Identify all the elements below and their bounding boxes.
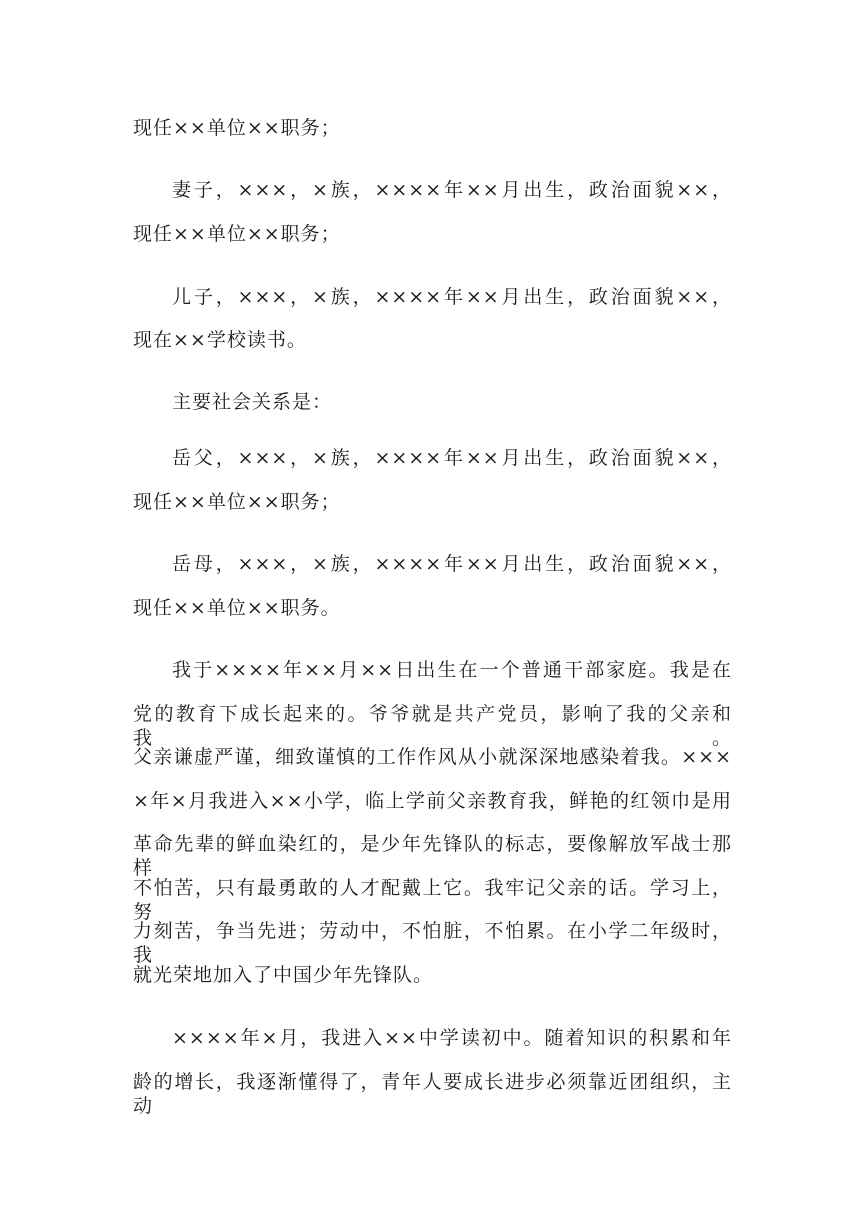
paragraph-first-line: 儿子，×××，×族，××××年××月出生，政治面貌××， xyxy=(172,286,732,308)
text-line: 就光荣地加入了中国少年先锋队。 xyxy=(133,964,434,986)
text-line: 现任××单位××职务； xyxy=(133,223,341,245)
paragraph-first-line: 岳父，×××，×族，××××年××月出生，政治面貌××， xyxy=(172,447,732,469)
paragraph-first-line: 岳母，×××，×族，××××年××月出生，政治面貌××， xyxy=(172,553,732,575)
text-line: 党的教育下成长起来的。爷爷就是共产党员，影响了我的父亲和我。 xyxy=(133,703,732,749)
text-line: 力刻苦，争当先进；劳动中，不怕脏，不怕累。在小学二年级时，我 xyxy=(133,920,732,966)
text-line: 现在××学校读书。 xyxy=(133,329,307,351)
text-line: 父亲谦虚严谨，细致谨慎的工作作风从小就深深地感染着我。××× xyxy=(133,746,732,768)
text-line: 不怕苦，只有最勇敢的人才配戴上它。我牢记父亲的话。学习上，努 xyxy=(133,877,732,923)
text-line: 龄的增长，我逐渐懂得了，青年人要成长进步必须靠近团组织，主动 xyxy=(133,1071,732,1117)
paragraph-first-line: ××××年×月，我进入××中学读初中。随着知识的积累和年 xyxy=(172,1027,732,1049)
paragraph-first-line: 主要社会关系是： xyxy=(172,391,333,413)
paragraph-first-line: 我于××××年××月××日出生在一个普通干部家庭。我是在 xyxy=(172,659,732,681)
text-line: ×年×月我进入××小学，临上学前父亲教育我，鲜艳的红领巾是用 xyxy=(133,790,732,812)
text-line: 现任××单位××职务； xyxy=(133,491,341,513)
text-line: 革命先辈的鲜血染红的，是少年先锋队的标志，要像解放军战士那样 xyxy=(133,833,732,879)
paragraph-first-line: 妻子，×××，×族，××××年××月出生，政治面貌××， xyxy=(172,179,732,201)
text-line: 现任××单位××职务。 xyxy=(133,597,341,619)
text-line: 现任××单位××职务； xyxy=(133,117,341,139)
